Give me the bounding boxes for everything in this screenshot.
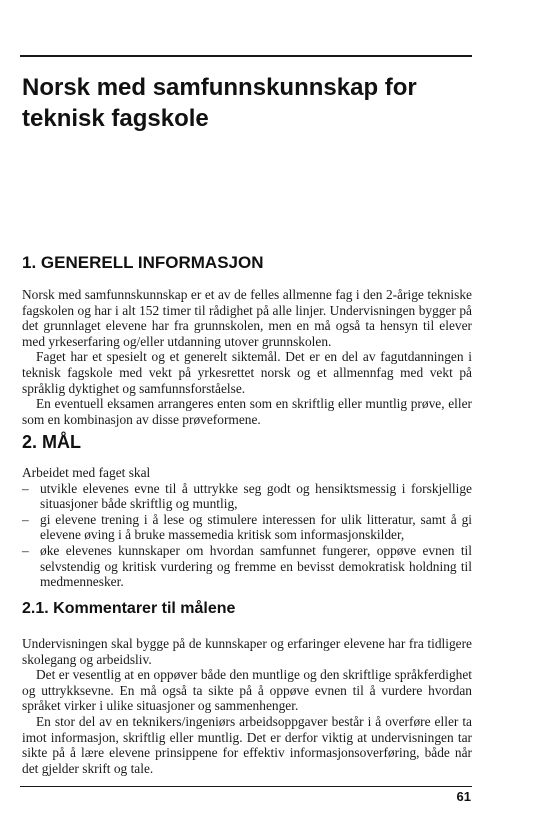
list-marker: – [22, 511, 29, 527]
list-item-text: utvikle elevenes evne til å uttrykke seg godt og hensiktsmessig i forskjellige situasjoner både skriftlig og muntlig, [40, 480, 472, 512]
goals-list [22, 481, 472, 590]
page-title: Norsk med samfunnskunnskap for teknisk fagskole [22, 74, 417, 132]
subsection-body-kommentarer [22, 636, 472, 776]
subsection-heading-kommentarer: 2.1. Kommentarer til målene [22, 600, 236, 617]
footer-rule [20, 786, 472, 787]
list-item [22, 543, 472, 590]
list-item [22, 481, 472, 512]
list-item-text: gi elevene trening i å lese og stimulere interessen for ulik litteratur, samt å gi elevene øving i å bruke massemedia kritisk som informasjonskilder, [40, 511, 472, 543]
section-heading-mal: 2. MÅL [22, 432, 82, 452]
paragraph: Undervisningen skal bygge på de kunnskaper og erfaringer elevene har fra tidligere skolegang og arbeidsliv. [22, 636, 472, 667]
list-marker: – [22, 480, 29, 496]
paragraph: En eventuell eksamen arrangeres enten som en skriftlig eller muntlig prøve, eller som en kombinasjon av disse prøveformene. [22, 396, 472, 427]
page-number: 61 [456, 789, 471, 804]
section-heading-generell-informasjon: 1. GENERELL INFORMASJON [22, 253, 264, 272]
list-item-text: øke elevenes kunnskaper om hvordan samfunnet fungerer, oppøve evnen til selvstendig og kritisk vurdering og fremme en bevisst demokratisk holdning til medmennesker. [40, 542, 472, 590]
paragraph: Faget har et spesielt og et generelt siktemål. Det er en del av fagutdanningen i teknisk fagskole med vekt på yrkesrettet norsk og et allmennfag med vekt på språklig dyktighet og samfunnsforståelse. [22, 349, 472, 396]
section-body-generell-informasjon [22, 287, 472, 427]
list-marker: – [22, 542, 29, 558]
top-rule [20, 55, 472, 57]
list-item [22, 512, 472, 543]
paragraph: En stor del av en teknikers/ingeniørs arbeidsoppgaver består i å overføre eller ta imot informasjon, skriftlig eller muntlig. Det er derfor viktig at undervisningen tar sikte på å lære elevene prinsippene for effektiv informasjonsoverføring, både når det gjelder skrift og tale. [22, 713, 472, 776]
list-intro: Arbeidet med faget skal [22, 465, 151, 480]
section-body-mal [22, 465, 472, 590]
paragraph: Norsk med samfunnskunnskap er et av de felles allmenne fag i den 2-årige tekniske fagskolen og har i alt 152 timer til rådighet på alle linjer. Undervisningen bygger på det grunnlaget elevene har fra grunnskolen, men en må også ta hensyn til elever med yrkeserfaring og/eller utdanning utover grunnskolen. [22, 287, 472, 349]
paragraph: Det er vesentlig at en oppøver både den muntlige og den skriftlige språkferdighet og uttrykksevne. En må også ta sikte på å oppøve evnen til å vurdere hvordan språket virker i ulike situasjoner og sammenhenger. [22, 667, 472, 714]
